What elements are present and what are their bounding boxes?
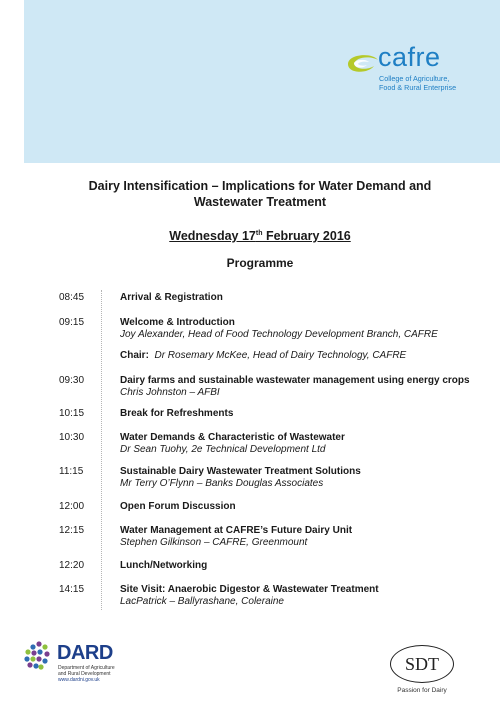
agenda-body: [120, 317, 490, 341]
agenda-title: Arrival & Registration: [120, 292, 223, 303]
cafre-tagline-line2: Food & Rural Enterprise: [379, 83, 457, 92]
dard-wordmark: DARD: [57, 642, 113, 664]
sdt-wordmark: SDT: [390, 645, 454, 683]
agenda-title: Welcome & Introduction: [120, 317, 235, 328]
header-band: [24, 0, 500, 163]
agenda-title: Open Forum Discussion: [120, 501, 236, 512]
cafre-logo: [342, 42, 492, 98]
agenda-time: 12:20: [59, 560, 85, 571]
event-date: [60, 229, 460, 243]
dard-line2: and Rural Development: [58, 671, 111, 677]
agenda-time: 09:15: [59, 317, 85, 328]
agenda-time: 12:00: [59, 501, 85, 512]
agenda-speaker: Stephen Gilkinson – CAFRE, Greenmount: [120, 537, 308, 548]
agenda-body: [120, 466, 490, 490]
agenda-title: Dairy farms and sustainable wastewater management using energy crops: [120, 375, 470, 386]
chair-colon: :: [145, 350, 149, 361]
agenda-title: Lunch/Networking: [120, 560, 208, 571]
agenda-body: [120, 408, 490, 420]
agenda-body: [120, 501, 490, 513]
date-suffix: th: [255, 229, 263, 237]
agenda-body: [120, 375, 490, 399]
agenda-body: [120, 525, 490, 549]
agenda-title: Water Management at CAFRE’s Future Dairy Unit: [120, 525, 353, 536]
agenda-time: 12:15: [59, 525, 85, 536]
chair-label: Chair: [120, 350, 146, 361]
agenda-speaker: Dr Sean Tuohy, 2e Technical Development Ltd: [120, 444, 326, 455]
agenda-body: [120, 584, 490, 608]
agenda-time: 11:15: [59, 466, 84, 477]
agenda-speaker: Chris Johnston – AFBI: [120, 387, 220, 398]
event-title-line1: Dairy Intensification – Implications for Water Demand and: [88, 179, 432, 193]
agenda-time: 14:15: [59, 584, 85, 595]
agenda-time: 08:45: [59, 292, 85, 303]
agenda-title: Break for Refreshments: [120, 408, 234, 419]
agenda-body: [120, 350, 490, 362]
sdt-tagline: Passion for Dairy: [397, 687, 447, 694]
programme-heading: Programme: [226, 256, 294, 270]
agenda-title: Water Demands & Characteristic of Wastewater: [120, 432, 345, 443]
chair-text: Dr Rosemary McKee, Head of Dairy Technology, CAFRE: [154, 350, 407, 361]
agenda-time: 10:30: [59, 432, 85, 443]
dard-url[interactable]: www.dardni.gov.uk: [58, 677, 100, 683]
agenda-title: Sustainable Dairy Wastewater Treatment Solutions: [120, 466, 361, 477]
agenda-speaker: Mr Terry O’Flynn – Banks Douglas Associates: [120, 478, 324, 489]
agenda-body: [120, 560, 490, 572]
date-prefix: Wednesday 17: [169, 229, 256, 243]
sdt-logo: [388, 645, 458, 701]
cafre-swirl-icon: [342, 50, 382, 76]
cafre-tagline: [379, 74, 500, 92]
dard-dots-icon: [23, 640, 55, 672]
date-rest: February 2016: [262, 229, 351, 243]
event-title: [60, 178, 460, 210]
agenda-body: [120, 292, 490, 304]
agenda-divider: [101, 290, 102, 610]
dard-line1: Department of Agriculture: [58, 665, 115, 671]
cafre-wordmark: cafre: [378, 42, 441, 72]
agenda-body: [120, 432, 490, 456]
event-title-line2: Wastewater Treatment: [193, 195, 327, 209]
agenda-speaker: Joy Alexander, Head of Food Technology Development Branch, CAFRE: [120, 329, 438, 340]
agenda-time: 10:15: [59, 408, 85, 419]
dard-logo: [23, 638, 133, 688]
agenda-title: Site Visit: Anaerobic Digestor & Wastewater Treatment: [120, 584, 379, 595]
cafre-tagline-line1: College of Agriculture,: [379, 74, 450, 83]
agenda-time: 09:30: [59, 375, 85, 386]
agenda-speaker: LacPatrick – Ballyrashane, Coleraine: [120, 596, 284, 607]
